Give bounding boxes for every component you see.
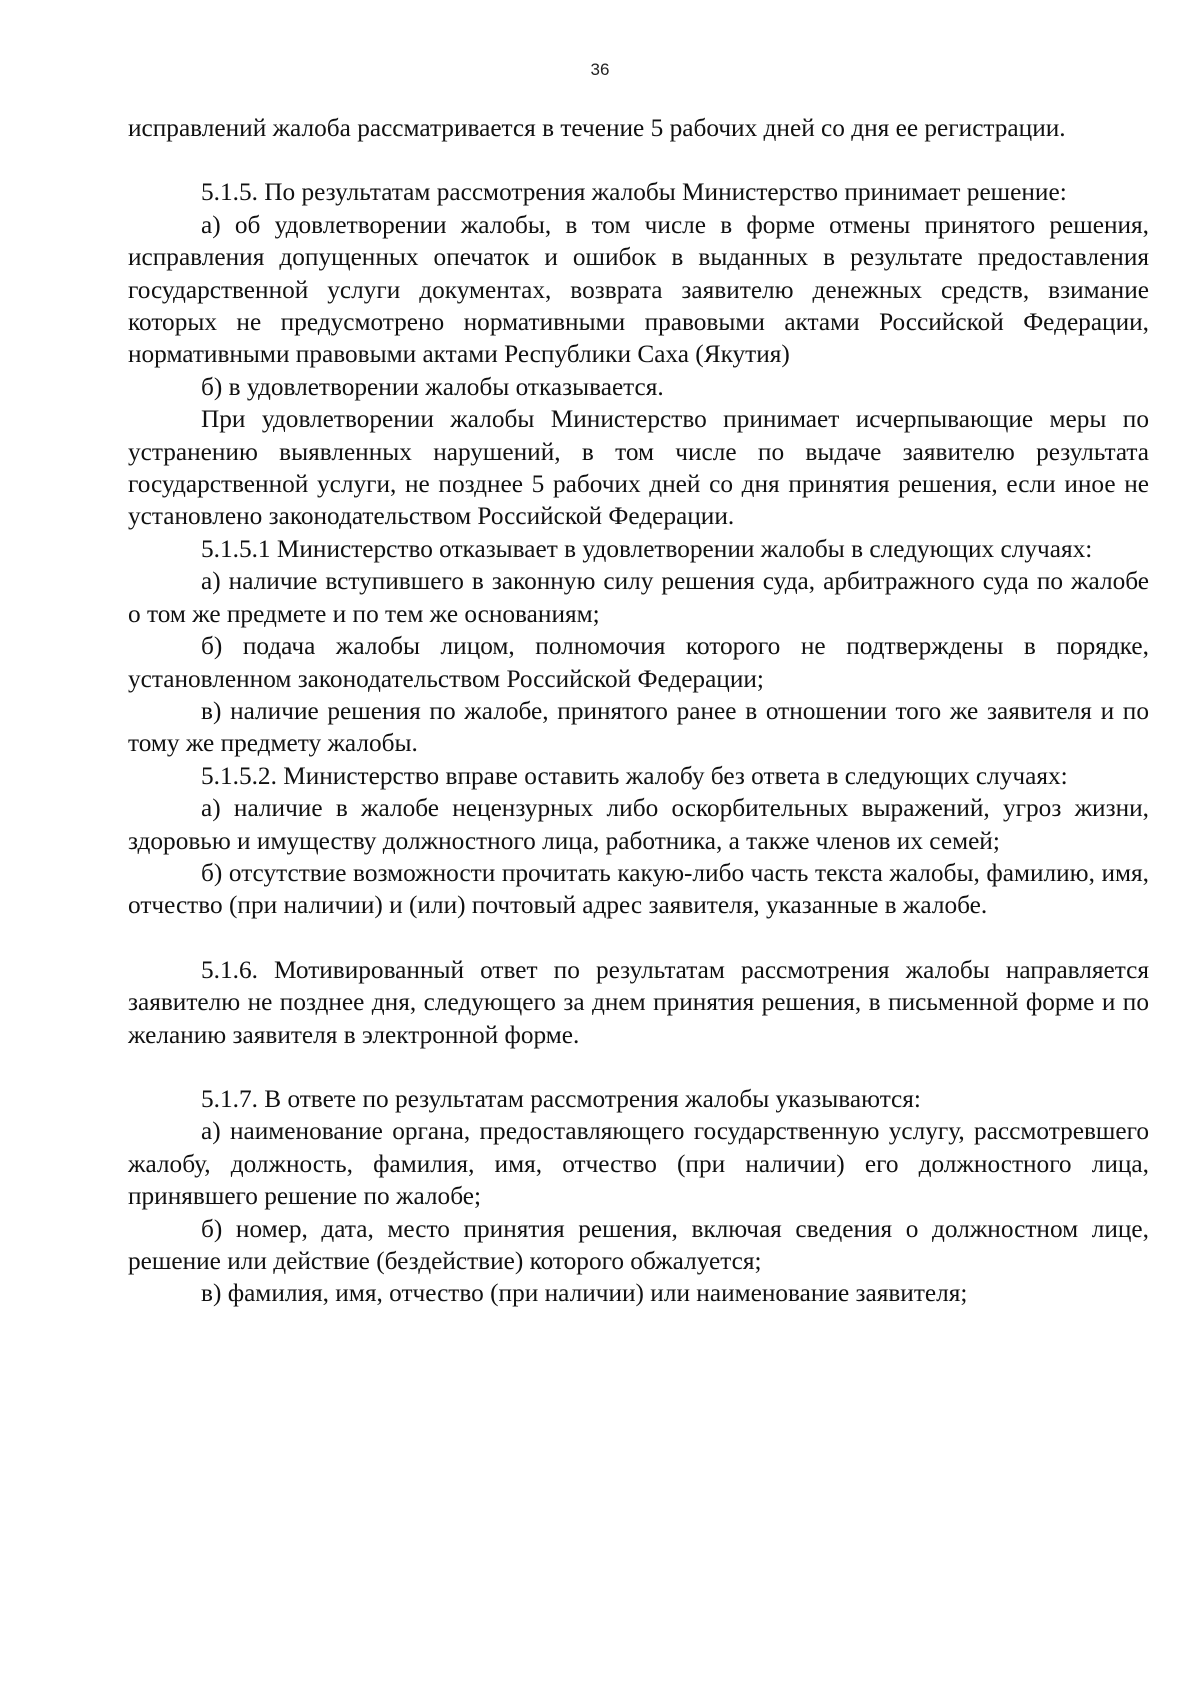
paragraph-satisfaction-measures: При удовлетворении жалобы Министерство принимает исчерпывающие меры по устранению выявленных нарушений, в том числе по выдаче заявителю результата государственной услуги, не позднее 5 рабочих дней со дня принятия решения, если иное не установлено законодательством Российской Федерации.	[128, 405, 1149, 531]
paragraph-5-1-5-2-a: а) наличие в жалобе нецензурных либо оскорбительных выражений, угроз жизни, здоровью и имуществу должностного лица, работника, а также членов их семей;	[128, 794, 1149, 855]
paragraph-5-1-5-1-v: в) наличие решения по жалобе, принятого ранее в отношении того же заявителя и по тому же предмету жалобы.	[128, 696, 1149, 758]
paragraph-5-1-6: 5.1.6. Мотивированный ответ по результатам рассмотрения жалобы направляется заявителю не позднее дня, следующего за днем принятия решения, в письменной форме и по желанию заявителя в электронной форме.	[128, 955, 1149, 1049]
document-body	[128, 112, 1149, 1310]
paragraph-5-1-5: 5.1.5. По результатам рассмотрения жалобы Министерство принимает решение:	[201, 178, 1067, 207]
paragraph-5-1-7-a: а) наименование органа, предоставляющего государственную услугу, рассмотревшего жалобу, должность, фамилия, имя, отчество (при наличии) его должностного лица, принявшего решение по жалобе;	[128, 1117, 1149, 1211]
paragraph-5-1-5-1-a: а) наличие вступившего в законную силу решения суда, арбитражного суда по жалобе о том же предмете и по тем же основаниям;	[128, 567, 1149, 628]
paragraph-5-1-5-1-b: б) подача жалобы лицом, полномочия которого не подтверждены в порядке, установленном законодательством Российской Федерации;	[128, 632, 1149, 693]
paragraph-5-1-7: 5.1.7. В ответе по результатам рассмотрения жалобы указываются:	[201, 1084, 921, 1113]
paragraph-5-1-5-b: б) в удовлетворении жалобы отказывается.	[201, 372, 664, 401]
paragraph-5-1-7-b: б) номер, дата, место принятия решения, включая сведения о должностном лице, решение или действие (бездействие) которого обжалуется;	[128, 1214, 1149, 1275]
paragraph-5-1-5-a: а) об удовлетворении жалобы, в том числе в форме отмены принятого решения, исправления допущенных опечаток и ошибок в выданных в результате предоставления государственной услуги документах, возврата заявителю денежных средств, взимание которых не предусмотрено нормативными правовыми актами Российской Федерации, нормативными правовыми актами Республики Саха (Якутия)	[128, 210, 1149, 369]
paragraph-5-1-7-v: в) фамилия, имя, отчество (при наличии) или наименование заявителя;	[201, 1279, 968, 1308]
paragraph-5-1-5-2: 5.1.5.2. Министерство вправе оставить жалобу без ответа в следующих случаях:	[201, 761, 1068, 790]
page-number: 36	[590, 60, 610, 79]
paragraph-5-1-5-2-b: б) отсутствие возможности прочитать какую-либо часть текста жалобы, фамилию, имя, отчество (при наличии) и (или) почтовый адрес заявителя, указанные в жалобе.	[128, 858, 1149, 920]
paragraph-5-1-5-1: 5.1.5.1 Министерство отказывает в удовлетворении жалобы в следующих случаях:	[201, 534, 1093, 563]
paragraph-continuation: исправлений жалоба рассматривается в течение 5 рабочих дней со дня ее регистрации.	[128, 114, 1066, 142]
